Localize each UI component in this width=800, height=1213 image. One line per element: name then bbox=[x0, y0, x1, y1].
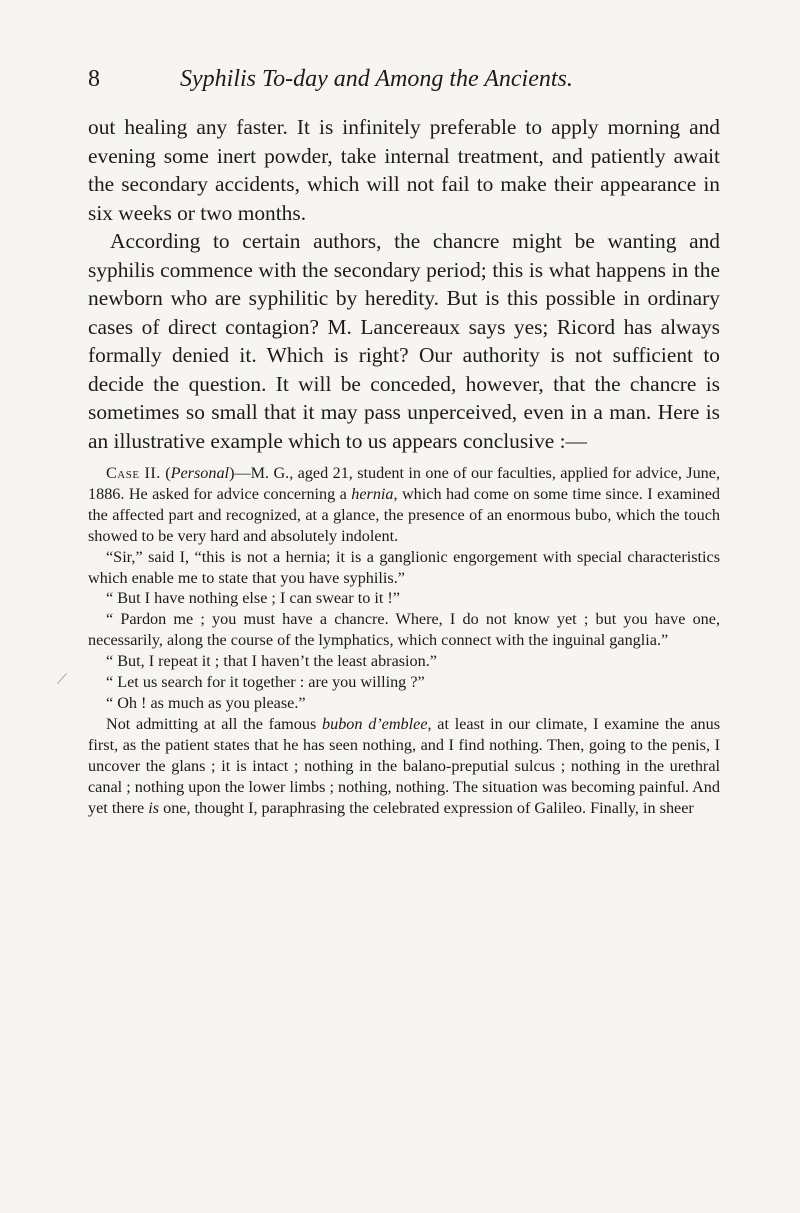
case-intro-text: , which had come on some time since. I examined the affected part and recognized, at a glance, the presence of an enormous bubo, which the touch showed to be very hard and absolutely indolent. bbox=[88, 484, 720, 545]
case-intro: Case II. (Personal)—M. G., aged 21, student in one of our faculties, applied for advice, June, 1886. He asked for advice concerning a hernia, which had come on some time since. I examined the affected part and recognized, at a glance, the presence of an enormous bubo, which the touch showed to be very hard and absolutely indolent. bbox=[88, 464, 721, 545]
dialogue-line: “ But I have nothing else ; I can swear to it !” bbox=[106, 589, 400, 608]
margin-pencil-mark bbox=[57, 673, 67, 684]
paragraph: According to certain authors, the chancre might be wanting and syphilis commence with the secondary period; this is what happens in the newborn who are syphilitic by heredity. But is this possible in ordinary cases of direct contagion? M. Lancereaux says yes; Ricord has always formally denied it. Which is right? Our authority is not sufficient to decide the question. It will be conceded, however, that the chancre is sometimes so small that it may pass unperceived, even in a man. Here is an illustrative example which to us appears conclusive :— bbox=[88, 229, 720, 453]
dialogue-line: “ Let us search for it together : are you willing ?” bbox=[106, 673, 425, 692]
dialogue-line: “Sir,” said I, “this is not a hernia; it is a ganglionic engorgement with special characteristics which enable me to state that you have syphilis.” bbox=[88, 547, 720, 587]
case-report bbox=[88, 463, 720, 818]
case-closing bbox=[88, 714, 720, 819]
case-closing-text: one, thought I, paraphrasing the celebrated expression of Galileo. Finally, in sheer bbox=[163, 798, 694, 817]
case-term: bubon d’emblee bbox=[322, 714, 428, 733]
case-heading: Case II. bbox=[106, 464, 161, 482]
dialogue-line: “ But, I repeat it ; that I haven’t the least abrasion.” bbox=[106, 652, 437, 671]
dialogue-line: “ Pardon me ; you must have a chancre. Where, I do not know yet ; but you have one, necessarily, along the course of the lymphatics, which connect with the inguinal ganglia.” bbox=[88, 610, 720, 650]
case-label: Personal bbox=[170, 464, 230, 482]
running-title: Syphilis To-day and Among the Ancients. bbox=[180, 66, 573, 92]
case-term: is bbox=[148, 798, 160, 817]
case-intro-text: —M. G., aged 21, student in one of our faculties, applied for advice, June, 1886. He asked for advice concerning a bbox=[88, 464, 721, 503]
case-term: hernia bbox=[351, 484, 394, 503]
running-header bbox=[88, 66, 720, 96]
case-closing-text: , at least in our climate, I examine the anus first, as the patient states that he has seen nothing, and I find nothing. Then, going to the penis, I uncover the glans ; it is intact ; nothing in the balano-preputial sulcus ; nothing in the urethral canal ; nothing upon the lower limbs ; nothing, nothing. The situation was becoming painful. And yet there bbox=[88, 714, 721, 817]
main-text bbox=[88, 113, 720, 818]
dialogue-line: “ Oh ! as much as you please.” bbox=[106, 693, 306, 712]
page-number: 8 bbox=[88, 66, 100, 92]
paragraph: out healing any faster. It is infinitely preferable to apply morning and evening some inert powder, take internal treatment, and patiently await the secondary accidents, which will not fail to make their appearance in six weeks or two months. bbox=[88, 115, 720, 225]
case-closing-text: Not admitting at all the famous bbox=[106, 714, 317, 733]
